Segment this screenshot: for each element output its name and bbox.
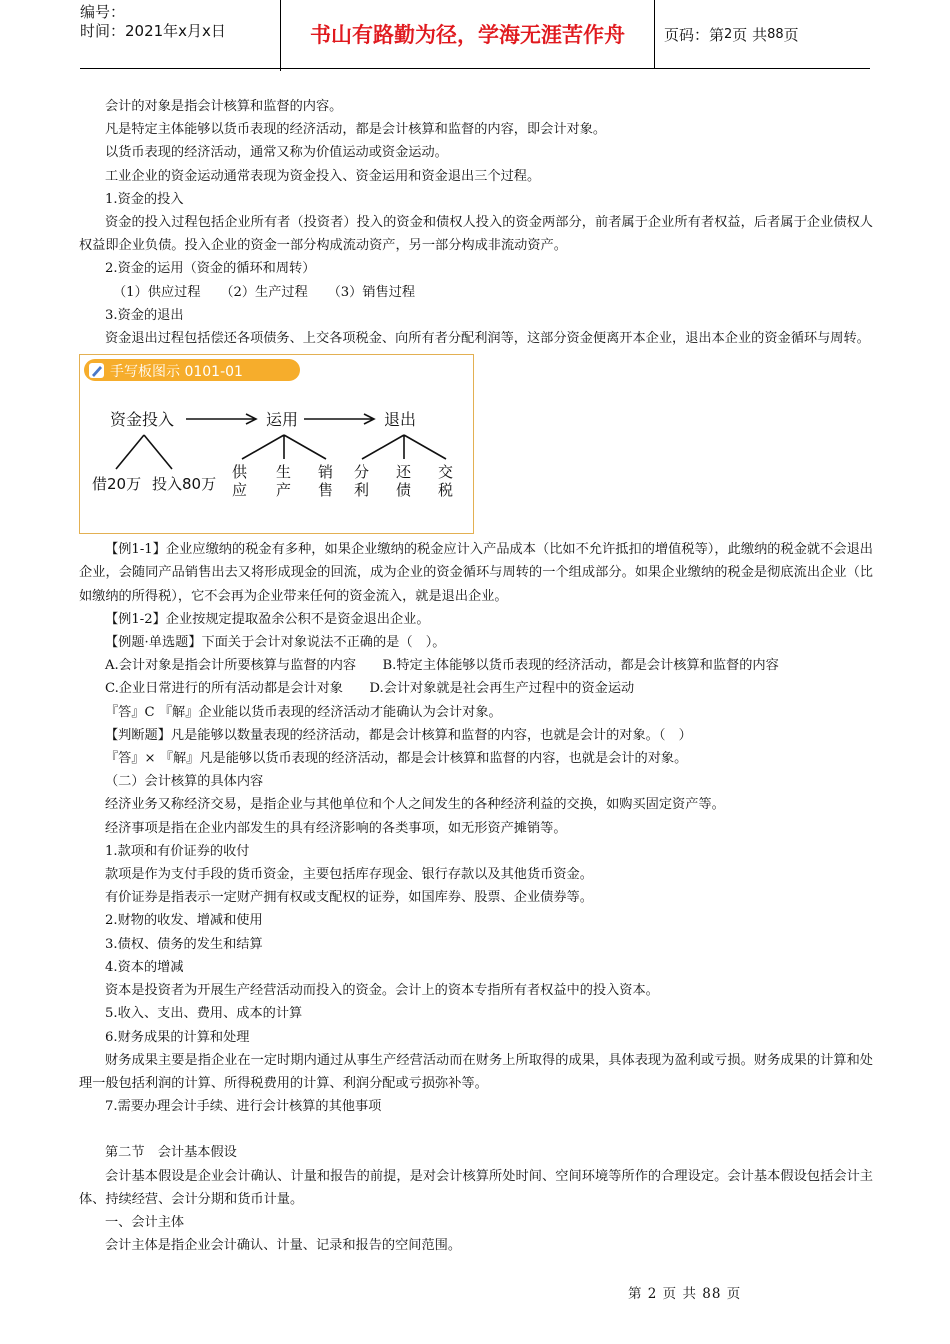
paragraph: 有价证券是指表示一定财产拥有权或支配权的证券，如国库券、股票、企业债券等。: [105, 890, 593, 906]
paragraph: 资金退出过程包括偿还各项债务、上交各项税金、向所有者分配利润等，这部分资金便离开本企业，退出本企业的资金循环与周转。: [105, 331, 870, 347]
paragraph: 【例题·单选题】下面关于会计对象说法不正确的是（ ）。: [105, 635, 446, 651]
vertical-label-char: 分: [354, 463, 370, 482]
node-use: 运用: [266, 410, 299, 430]
paragraph: （二）会计核算的具体内容: [105, 774, 264, 790]
subheading: 一、会计主体: [105, 1214, 185, 1230]
paragraph: 2.资金的运用（资金的循环和周转）: [105, 261, 316, 277]
paragraph: C.企业日常进行的所有活动都是会计对象 D.会计对象就是社会再生产过程中的资金运动: [105, 681, 635, 697]
header-motto: 书山有路勤为径，学海无涯苦作舟: [281, 0, 655, 68]
number-label: 编号：: [80, 3, 126, 21]
label-borrow: 借20万: [92, 475, 142, 494]
document-body: [79, 95, 873, 1257]
paragraph: 【例1-1】企业应缴纳的税金有多种，如果企业缴纳的税金应计入产品成本（比如不允许抵扣的增值税等），此缴纳的税金就不会退出企业，会随同产品销售出去又将形成现金的回流，成为企业的资金循环与周转的一个组成部分。如果企业缴纳的税金是彻底流出企业（比如缴纳的所得税），它不会再为企业带来任何的资金流入，就是退出企业。: [79, 542, 873, 604]
vertical-label-char: 生: [276, 463, 292, 482]
paragraph: 6.财务成果的计算和处理: [105, 1029, 250, 1045]
branch-lines: [362, 435, 446, 459]
paragraph: 经济事项是指在企业内部发生的具有经济影响的各类事项，如无形资产摊销等。: [105, 820, 567, 836]
vertical-label-char: 还: [396, 463, 412, 482]
vertical-label-char: 应: [232, 481, 248, 500]
vertical-label-char: 产: [276, 481, 292, 500]
paragraph: 资本是投资者为开展生产经营活动而投入的资金。会计上的资本专指所有者权益中的投入资本。: [105, 983, 659, 999]
paragraph: 经济业务又称经济交易，是指企业与其他单位和个人之间发生的各种经济利益的交换，如购买固定资产等。: [105, 797, 725, 813]
time-label: 时间：2021年x月x日: [80, 22, 226, 40]
paragraph: （1）供应过程 （2）生产过程 （3）销售过程: [113, 284, 416, 300]
vertical-label-char: 利: [354, 481, 370, 500]
paragraph: 2.财物的收发、增减和使用: [105, 913, 263, 929]
paragraph: 资金的投入过程包括企业所有者（投资者）投入的资金和债权人投入的资金两部分，前者属于企业所有者权益，后者属于企业债权人权益即企业负债。投入企业的资金一部分构成流动资产，另一部分构成非流动资产。: [79, 215, 873, 254]
paragraph: 7.需要办理会计手续、进行会计核算的其他事项: [105, 1099, 382, 1115]
paragraph: 工业企业的资金运动通常表现为资金投入、资金运用和资金退出三个过程。: [105, 168, 541, 184]
branch-lines: [242, 435, 326, 459]
vertical-label-char: 售: [318, 481, 334, 500]
handwritten-figure: [79, 354, 474, 534]
paragraph: 款项是作为支付手段的货币资金，主要包括库存现金、银行存款以及其他货币资金。: [105, 867, 593, 883]
paragraph: 以货币表现的经济活动，通常又称为价值运动或资金运动。: [105, 145, 448, 161]
paragraph: 1.资金的投入: [105, 191, 184, 207]
paragraph: 会计主体是指企业会计确认、计量、记录和报告的空间范围。: [105, 1238, 462, 1254]
vertical-label-char: 销: [318, 463, 334, 482]
pencil-icon: [89, 363, 104, 378]
section-heading: 第二节 会计基本假设: [105, 1145, 237, 1161]
branch-lines: [116, 435, 172, 469]
paragraph: 4.资本的增减: [105, 959, 184, 975]
paragraph: 【例1-2】企业按规定提取盈余公积不是资金退出企业。: [105, 611, 430, 627]
vertical-label-char: 税: [438, 481, 454, 500]
node-capital-input: 资金投入: [110, 410, 175, 430]
paragraph: 财务成果主要是指企业在一定时期内通过从事生产经营活动而在财务上所取得的成果，具体表现为盈利或亏损。财务成果的计算和处理一般包括利润的计算、所得税费用的计算、利润分配或亏损弥补等。: [79, 1052, 873, 1091]
vertical-label-char: 交: [438, 463, 454, 482]
arrow: [304, 414, 374, 424]
paragraph: A.会计对象是指会计所要核算与监督的内容 B.特定主体能够以货币表现的经济活动，都是会计核算和监督的内容: [105, 658, 779, 674]
paragraph: 会计的对象是指会计核算和监督的内容。: [105, 99, 343, 114]
page-footer: 第 2 页 共 88 页: [628, 1286, 742, 1302]
header-meta: [80, 0, 281, 71]
node-exit: 退出: [384, 410, 417, 430]
paragraph: 会计基本假设是企业会计确认、计量和报告的前提，是对会计核算所处时间、空间环境等所作的合理设定。会计基本假设包括会计主体、持续经营、会计分期和货币计量。: [79, 1168, 873, 1207]
paragraph: 1.款项和有价证券的收付: [105, 843, 250, 859]
label-invest: 投入80万: [152, 475, 217, 494]
vertical-label-char: 债: [396, 481, 412, 500]
paragraph: 【判断题】凡是能够以数量表现的经济活动，都是会计核算和监督的内容，也就是会计的对象。（ ）: [105, 727, 692, 743]
figure-tag-label: 手写板图示 0101-01: [110, 364, 243, 381]
paragraph: 3.债权、债务的发生和结算: [105, 936, 263, 952]
paragraph: 凡是特定主体能够以货币表现的经济活动，都是会计核算和监督的内容，即会计对象。: [105, 122, 607, 138]
arrow: [186, 414, 256, 424]
paragraph: 『答』× 『解』凡是能够以货币表现的经济活动，都是会计核算和监督的内容，也就是会计的对象。: [105, 751, 688, 767]
paragraph: 5.收入、支出、费用、成本的计算: [105, 1006, 303, 1022]
header-page-info: 页码：第 2 页 共 88 页: [664, 25, 799, 44]
paragraph: 『答』C 『解』企业能以货币表现的经济活动才能确认为会计对象。: [105, 704, 502, 720]
vertical-label-char: 供: [232, 463, 248, 482]
page-header: [80, 0, 870, 69]
paragraph: 3.资金的退出: [105, 307, 184, 323]
fund-flow-diagram: [80, 355, 473, 533]
